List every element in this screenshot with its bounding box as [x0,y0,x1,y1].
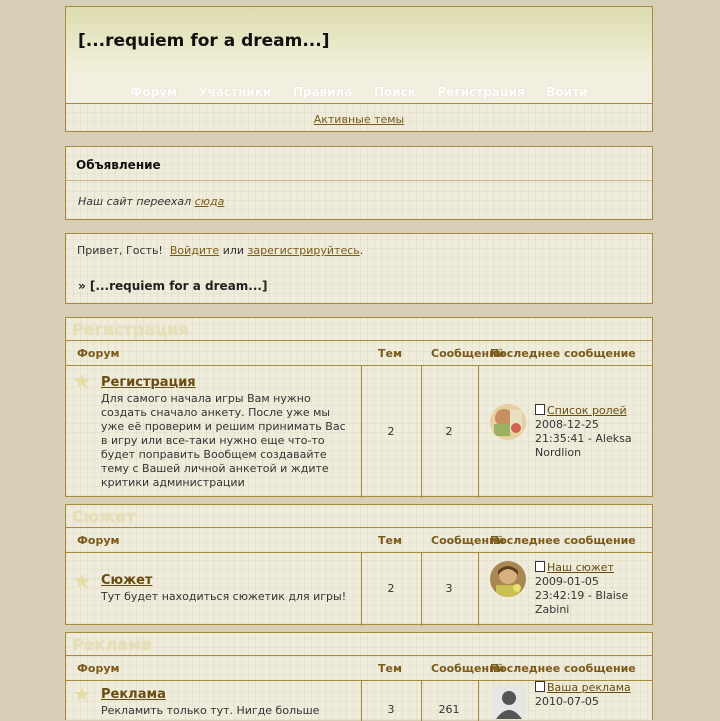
announcement-text [78,195,224,208]
divider [421,681,422,721]
col-posts: Сообщений [431,534,505,547]
forum-link[interactable]: Реклама [101,687,166,702]
nav-register[interactable]: Регистрация [437,85,525,99]
category-name: Реклама [72,635,152,654]
announcement-box [65,146,653,220]
nav-members[interactable]: Участники [198,85,272,99]
divider [478,366,479,498]
category-name: Сюжет [72,507,136,526]
forum-link[interactable]: Регистрация [101,375,196,390]
announcement-link[interactable]: сюда [194,195,225,208]
period-text: . [359,244,364,257]
main-nav [66,71,652,104]
forum-row [66,366,652,498]
active-topics-link[interactable]: Активные темы [313,113,405,126]
login-link[interactable]: Войдите [169,244,220,257]
topics-count: 3 [387,703,395,716]
topics-count: 2 [387,582,395,595]
default-avatar-icon [492,685,526,719]
divider [66,180,652,181]
welcome-box [65,233,653,304]
category-header [66,633,652,656]
col-topics: Тем [378,534,402,547]
sub-nav [66,104,652,132]
or-text: или [222,244,245,257]
forum-row [66,681,652,721]
site-title: [...requiem for a dream...] [78,31,330,51]
forum-status-icon [74,374,90,388]
col-topics: Тем [378,662,402,675]
last-post-date: 2009-01-05 [535,575,599,588]
nav-rules[interactable]: Правила [292,85,353,99]
posts-count: 261 [438,703,460,716]
divider [361,553,362,626]
topics-count: 2 [387,425,395,438]
col-forum: Форум [77,347,120,360]
forum-description: Для самого начала игры Вам нужно создать сначало анкету. После уже мы уже её проверим и решим принимать Вас в игру или все-таки нужно еще что-то будет поправить Вообщем создавайте тему с Вашей личной анкетой и ждите критики администрации [101,392,346,489]
avatar[interactable] [490,404,526,440]
greeting-line [77,244,363,257]
last-post-date: 2010-07-05 [535,695,599,708]
column-headers [66,656,652,681]
nav-login[interactable]: Войти [546,85,588,99]
column-headers [66,341,652,366]
col-topics: Тем [378,347,402,360]
divider [421,553,422,626]
avatar[interactable] [490,561,526,597]
forum-link[interactable]: Сюжет [101,573,153,588]
register-link[interactable]: зарегистрируйтесь [247,244,360,257]
col-posts: Сообщений [431,662,505,675]
greeting-text: Привет, Гость! [77,244,163,257]
col-forum: Форум [77,534,120,547]
breadcrumb: » [...requiem for a dream...] [78,279,268,293]
last-post-link[interactable]: Список ролей [547,404,627,417]
user-avatar-icon [490,561,526,597]
col-last-post: Последнее сообщение [490,662,636,675]
last-post-info [535,561,645,617]
posts-count: 2 [445,425,453,438]
divider [478,553,479,626]
last-post-link[interactable]: Наш сюжет [547,561,614,574]
nav-forum[interactable]: Форум [130,85,177,99]
last-post-info [535,681,645,709]
forum-status-icon [74,687,90,701]
title-bar [66,7,652,71]
divider [361,366,362,498]
posts-count: 3 [445,582,453,595]
col-last-post: Последнее сообщение [490,347,636,360]
forum-description: Рекламить только тут. Нигде больше [101,704,320,717]
divider [361,681,362,721]
document-icon [535,404,545,415]
column-headers [66,528,652,553]
nav-search[interactable]: Поиск [373,85,416,99]
forum-row [66,553,652,626]
category-header [66,318,652,341]
user-avatar-icon [490,404,526,440]
col-forum: Форум [77,662,120,675]
document-icon [535,681,545,692]
forum-description: Тут будет находиться сюжетик для игры! [101,590,347,603]
announcement-heading: Объявление [76,158,161,172]
forum-category [65,317,653,497]
avatar[interactable] [492,685,526,719]
document-icon [535,561,545,572]
forum-status-icon [74,574,90,588]
divider [478,681,479,721]
category-header [66,505,652,528]
last-post-date: 2008-12-25 [535,418,599,431]
col-last-post: Последнее сообщение [490,534,636,547]
col-posts: Сообщений [431,347,505,360]
divider [421,366,422,498]
site-header [65,6,653,132]
last-post-info [535,404,645,460]
forum-category [65,632,653,720]
last-post-time-author: 23:42:19 - Blaise Zabini [535,589,629,616]
last-post-time-author: 21:35:41 - Aleksa Nordlion [535,432,632,459]
forum-category [65,504,653,625]
last-post-link[interactable]: Ваша реклама [547,681,631,694]
category-name: Регистрация [72,320,189,339]
announcement-message: Наш сайт переехал [78,195,192,208]
